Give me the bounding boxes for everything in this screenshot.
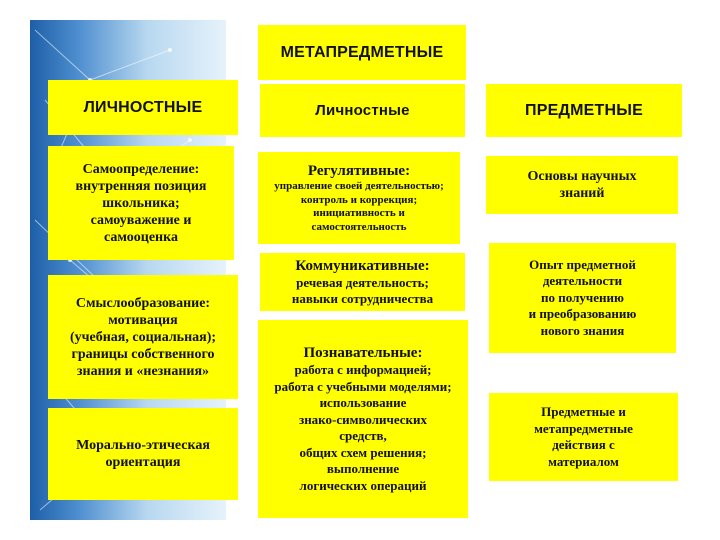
box-title: Регулятивные: [307,163,411,179]
box-line: материалом [548,453,619,469]
subject-header-label: ПРЕДМЕТНЫЕ [525,101,643,119]
box-line: (учебная, социальная); [69,329,217,345]
box-line: границы собственного [71,346,215,362]
personal-header [48,80,238,135]
box-line: выполнение [326,461,400,476]
box-title: Познавательные: [303,345,423,361]
subject-box-actions [489,393,678,481]
box-line: инициативность и [313,207,405,219]
box-line: речевая деятельность; [296,274,429,290]
box-line: Опыт предметной [529,256,636,272]
box-line: самоуважение и [90,212,192,228]
box-line: Смыслообразование: [75,295,211,311]
subject-box-scientific-knowledge [486,156,678,214]
meta-header-label: МЕТАПРЕДМЕТНЫЕ [280,43,444,61]
box-line: знако-символических [298,411,428,427]
box-line: деятельности [542,273,623,289]
personal-box-self-determination [48,146,234,260]
box-line: средств, [339,428,387,443]
personal-box-meaning [48,275,238,399]
box-line: Предметные и [541,404,626,419]
meta-box-regulatory [258,152,460,244]
box-line: метапредметные [534,420,633,436]
box-line: навыки сотрудничества [291,291,434,306]
box-line: действия с [552,437,615,452]
box-line: школьника; [102,195,180,211]
box-title: Коммуникативные: [295,257,430,274]
box-line: использование [319,395,407,410]
meta-subheader-label: Личностные [315,102,410,119]
meta-header [258,25,466,80]
box-line: управление своей деятельностью; [274,180,444,192]
box-line: Основы научных [527,169,637,184]
personal-box-moral [48,408,238,500]
meta-box-communicative [260,253,465,311]
box-line: логических операций [299,477,427,493]
personal-header-label: ЛИЧНОСТНЫЕ [83,98,203,116]
box-line: и преобразованию [528,306,637,322]
box-line: внутренняя позиция [75,178,207,194]
subject-header [486,84,682,137]
box-line: нового знания [540,322,625,338]
box-line: общих схем решения; [299,444,427,460]
box-line: знаний [559,186,605,201]
meta-box-cognitive [258,320,468,518]
subject-box-experience [489,243,676,353]
box-line: контроль и коррекция; [300,193,418,206]
meta-subheader [260,84,465,137]
box-line: самооценка [104,229,178,245]
box-line: знания и «незнания» [76,363,210,379]
box-line: ориентация [105,455,181,470]
box-line: по получению [541,289,624,305]
box-line: мотивация [108,312,178,328]
box-line: работа с учебными моделями; [274,378,452,394]
box-line: Самоопределение: [82,161,200,177]
box-line: самостоятельность [311,220,407,233]
box-line: работа с информацией; [294,362,432,377]
box-line: Морально-этическая [76,438,210,453]
